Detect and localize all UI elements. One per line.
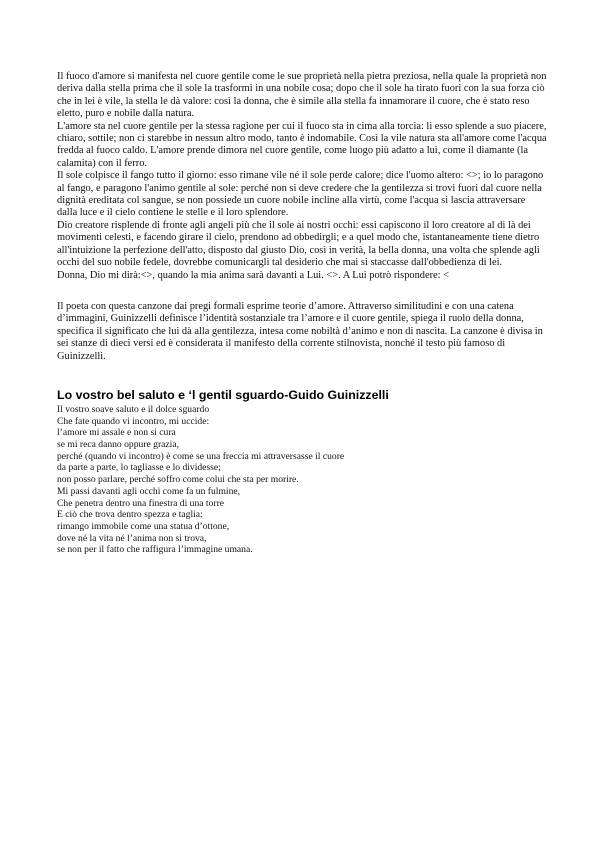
poem-line: Che penetra dentro una finestra di una torre xyxy=(57,497,225,509)
poem-line: da parte a parte, lo tagliasse e lo dividesse; xyxy=(57,462,221,474)
paragraph-god-dialogue: Donna, Dio mi dirà:<>, quando la mia anima sarà davanti a Lui. <>. A Lui potrò rispondere: < xyxy=(57,269,450,281)
poem-line: perché (quando vi incontro) è come se una freccia mi attraversasse il cuore xyxy=(57,450,345,462)
poem-line: non posso parlare, perché soffro come colui che sta per morire. xyxy=(57,474,299,486)
document-page xyxy=(57,71,547,556)
commentary-section xyxy=(57,71,547,282)
poem-text xyxy=(57,404,547,556)
poem-line: E ciò che trova dentro spezza e taglia: xyxy=(57,509,203,521)
poem-line: Il vostro soave saluto e il dolce sguardo xyxy=(57,403,210,415)
poem-line: rimango immobile come una statua d’ottone, xyxy=(57,520,230,532)
poem-section xyxy=(57,388,547,556)
paragraph-analysis: Il poeta con questa canzone dai pregi formali esprime teorie d’amore. Attraverso similitudini e con una catena d’immagini, Guinizzelli definisce l’identità sostanziale tra l’amore e il cuore gentile, spiega il ruolo della donna, specifica il significato che lui dà alla gentilezza, intesa come nobiltà d’animo e non di nascita. La canzone è divisa in sei stanze di dieci versi ed è considerata il manifesto della corrente stilnovista, nonché il testo più famoso di Guinizzelli. xyxy=(57,300,543,362)
poem-line: se mi reca danno oppure grazia, xyxy=(57,439,179,451)
paragraph-angels-simile: Dio creatore risplende di fronte agli angeli più che il sole ai nostri occhi: essi capiscono il loro creatore al di là dei movimenti celesti, e facendo girare il cielo, prendono ad obbedirgli; e a quel modo che, istantaneamente tiene dietro all'intuizione la perfezione dell'atto, disposto dal giusto Dio, così in verità, la bella donna, una volta che splende agli occhi del suo nobile fedele, dovrebbe comunicargli tal desiderio che mai si staccasse dall'obbedienza di lei. xyxy=(57,219,540,269)
paragraph-gem-simile: Il fuoco d'amore si manifesta nel cuore gentile come le sue proprietà nella pietra preziosa, nella quale la proprietà non deriva dalla stella prima che il sole la trasformi in una nobile cosa; dopo che il sole ha tirato fuori con la sua forza ciò che in lei è vile, la stella le dà valore: così la donna, che è simile alla stella fa innamorare il cuore, che è stato reso eletto, puro e nobile dalla natura. xyxy=(57,71,547,120)
paragraph-mud-simile: Il sole colpisce il fango tutto il giorno: esso rimane vile né il sole perde calore; dice l'uomo altero: <>; io lo paragono al fango, e paragono l'animo gentile al sole: perché non si deve credere che la gentilezza si trovi fuori dal cuore nella dignità ereditata col sangue, se non possiede un cuore nobile incline alla virtù, come l'acqua si lascia attraversare dalla luce e il cielo contiene le stelle e il loro splendore. xyxy=(57,170,544,219)
analysis-section xyxy=(57,301,547,363)
poem-line: dove né la vita né l’anima non si trova, xyxy=(57,532,207,544)
poem-line: Mi passi davanti agli occhi come fa un fulmine, xyxy=(57,485,241,497)
poem-line: l’amore mi assale e non si cura xyxy=(57,427,176,439)
poem-heading: Lo vostro bel saluto e ‘l gentil sguardo-Guido Guinizzelli xyxy=(57,387,389,402)
paragraph-torch-simile: L'amore sta nel cuore gentile per la stessa ragione per cui il fuoco sta in cima alla torcia: lì esso splende a suo piacere, chiaro, sottile; non ci starebbe in nessun altro modo, tanto è indomabile. Così la vile natura sta all'amore come l'acqua fredda al fuoco caldo. L'amore prende dimora nel cuore gentile, come luogo più adatto a lui, come il diamante (la calamita) con il ferro. xyxy=(57,120,547,169)
poem-line: se non per il fatto che raffigura l’immagine umana. xyxy=(57,544,253,556)
poem-line: Che fate quando vi incontro, mi uccide: xyxy=(57,415,210,427)
